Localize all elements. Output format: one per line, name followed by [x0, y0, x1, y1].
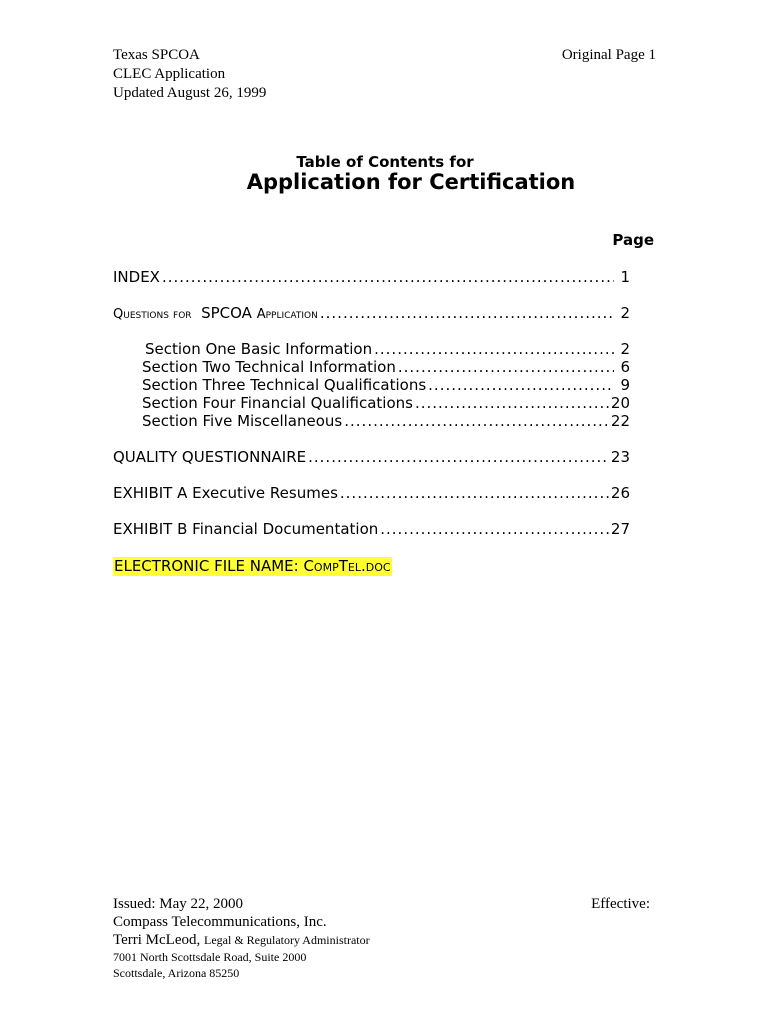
header-line-updated: Updated August 26, 1999	[113, 85, 267, 101]
toc-entry-page: 1	[620, 268, 630, 286]
footer-effective: Effective:	[591, 896, 650, 912]
toc-entry-label: Section Two Technical Information	[142, 358, 396, 376]
toc-entry-exhibit-b	[113, 520, 630, 538]
page-column-label: Page	[612, 231, 654, 249]
toc-entry-label: EXHIBIT A Executive Resumes	[113, 484, 338, 502]
toc-entry-label: Section Four Financial Qualifications	[142, 394, 413, 412]
toc-entry-page: 26	[610, 484, 630, 502]
footer-issued: Issued: May 22, 2000	[113, 896, 243, 912]
toc-leader-dots	[162, 268, 614, 286]
toc-entry-questions	[113, 304, 630, 324]
toc-entry-label: Section Five Miscellaneous	[142, 412, 343, 430]
toc-entry-page: 2	[620, 304, 630, 322]
toc-entry-page: 22	[610, 412, 630, 430]
toc-leader-dots	[344, 412, 609, 430]
footer-company: Compass Telecommunications, Inc.	[113, 914, 327, 930]
toc-entry-page: 23	[610, 448, 630, 466]
toc-entry-quality	[113, 448, 630, 466]
toc-leader-dots	[398, 358, 614, 376]
toc-leader-dots	[380, 520, 609, 538]
toc-entry-label	[113, 304, 318, 324]
toc-subtitle: Table of Contents for	[296, 153, 474, 171]
toc-entry-label: EXHIBIT B Financial Documentation	[113, 520, 379, 538]
toc-entry-page: 9	[620, 376, 630, 394]
toc-entry-section-four	[142, 394, 630, 412]
toc-leader-dots	[320, 304, 614, 322]
questions-label-suffix: Application	[256, 307, 318, 322]
document-header	[113, 46, 266, 103]
toc-leader-dots	[374, 340, 614, 358]
toc-leader-dots	[428, 376, 614, 394]
questions-label-main: SPCOA	[201, 304, 252, 322]
footer-contact	[113, 931, 370, 949]
file-name-value: CompTel.doc	[303, 557, 391, 575]
toc-entry-label: Section One Basic Information	[145, 340, 373, 358]
toc-entry-label: INDEX	[113, 268, 160, 286]
footer-address-line-1: 7001 North Scottsdale Road, Suite 2000	[113, 950, 307, 964]
document-footer	[113, 895, 370, 981]
questions-label-prefix: Questions for	[113, 307, 192, 322]
toc-entry-page: 20	[610, 394, 630, 412]
toc-entry-section-three	[142, 376, 630, 394]
toc-entry-index	[113, 268, 630, 286]
toc-leader-dots	[340, 484, 609, 502]
toc-leader-dots	[415, 394, 609, 412]
toc-entry-section-five	[142, 412, 630, 430]
footer-address-line-2: Scottsdale, Arizona 85250	[113, 966, 240, 980]
footer-contact-name: Terri McLeod,	[113, 932, 204, 948]
toc-entry-page: 27	[610, 520, 630, 538]
footer-contact-title: Legal & Regulatory Administrator	[204, 933, 370, 947]
toc-entry-section-two	[142, 358, 630, 376]
toc-entry-page: 2	[620, 340, 630, 358]
header-line-application: CLEC Application	[113, 66, 226, 82]
toc-entry-label: QUALITY QUESTIONNAIRE	[113, 448, 307, 466]
toc-entry-section-one	[145, 340, 630, 358]
file-name-prefix: ELECTRONIC FILE NAME:	[114, 557, 304, 575]
toc-entry-label: Section Three Technical Qualifications	[142, 376, 427, 394]
toc-entry-page: 6	[620, 358, 630, 376]
header-line-state: Texas SPCOA	[113, 47, 200, 63]
header-page-reference: Original Page 1	[561, 47, 656, 63]
toc-entry-exhibit-a	[113, 484, 630, 502]
toc-leader-dots	[308, 448, 609, 466]
electronic-file-name	[113, 557, 392, 576]
toc-title: Application for Certification	[246, 170, 576, 194]
